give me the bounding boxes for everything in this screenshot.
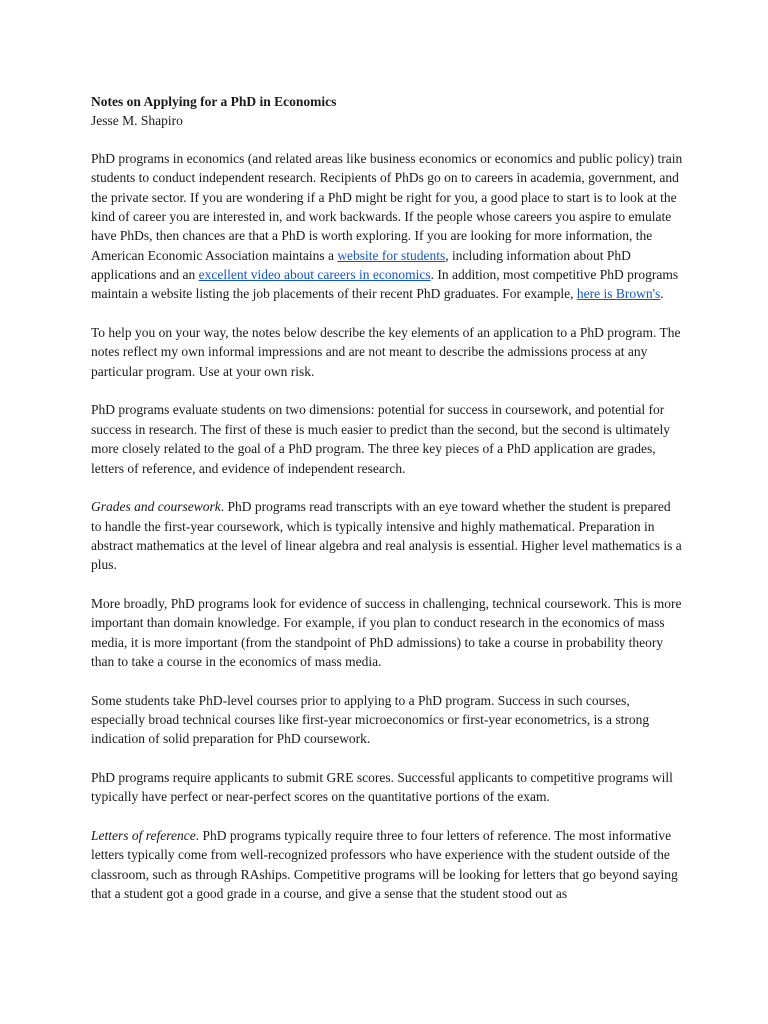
grades-heading: Grades and coursework	[91, 499, 221, 515]
paragraph-evaluation-dimensions: PhD programs evaluate students on two dimensions: potential for success in coursework, and potential for success in research. The first of these is much easier to predict than the second, but the second is ultimately more closely related to the goal of a PhD program. The three key pieces of a PhD application are grades, letters of reference, and evidence of independent research.	[91, 402, 670, 476]
intro-text-3: . In addition, most competitive PhD programs maintain a website listing the job placements of their recent PhD graduates. For example,	[91, 267, 679, 302]
document-title: Notes on Applying for a PhD in Economics	[91, 94, 337, 109]
letters-text: . PhD programs typically require three to four letters of reference. The most informative letters typically come from well-recognized professors who have experience with the student outside of the classroom, such as through RAships. Competitive programs will be looking for letters that go beyond saying that a student got a good grade in a course, and give a sense that the student stood out as	[91, 828, 678, 902]
website-for-students-link[interactable]: website for students	[337, 247, 446, 263]
paragraph-gre: PhD programs require applicants to submit GRE scores. Successful applicants to competitive programs will typically have perfect or near-perfect scores on the quantitative portions of the exam.	[91, 770, 673, 805]
intro-text-1: PhD programs in economics (and related areas like business economics or economics and public policy) train students to conduct independent research. Recipients of PhDs go on to careers in academia, government, and the private sector. If you are wondering if a PhD might be right for you, a good place to start is to look at the kind of career you are interested in, and work backwards. If the people whose careers you aspire to emulate have PhDs, then chances are that a PhD is worth exploring. If you are looking for more information, the American Economic Association maintains a	[91, 151, 683, 263]
careers-video-link[interactable]: excellent video about careers in economics	[198, 267, 431, 283]
paragraph-letters	[91, 826, 684, 903]
document-author: Jesse M. Shapiro	[91, 113, 183, 128]
paragraph-technical-coursework: More broadly, PhD programs look for evidence of success in challenging, technical coursework. This is more important than domain knowledge. For example, if you plan to conduct research in the economics of mass media, it is more important (from the standpoint of PhD admissions) to take a course in probability theory than to take a course in the economics of mass media.	[91, 595, 682, 669]
browns-placements-link[interactable]: here is Brown's	[576, 286, 661, 302]
grades-text: . PhD programs read transcripts with an eye toward whether the student is prepared to handle the first-year coursework, which is typically intensive and highly mathematical. Preparation in abstract mathematics at the level of linear algebra and real analysis is essential. Higher level mathematics is a plus.	[91, 499, 682, 573]
paragraph-notes-purpose: To help you on your way, the notes below describe the key elements of an application to a PhD program. The notes reflect my own informal impressions and are not meant to describe the admissions process at any particular program. Use at your own risk.	[91, 325, 681, 379]
paragraph-phd-level-courses: Some students take PhD-level courses prior to applying to a PhD program. Success in such courses, especially broad technical courses like first-year microeconomics or first-year econometrics, is a strong indication of solid preparation for PhD coursework.	[91, 692, 650, 747]
paragraph-grades	[91, 497, 684, 574]
intro-text-4: .	[660, 286, 664, 302]
letters-heading: Letters of reference	[91, 828, 196, 844]
paragraph-intro	[91, 149, 684, 304]
intro-text-2: , including information about PhD applications and an	[91, 247, 631, 283]
